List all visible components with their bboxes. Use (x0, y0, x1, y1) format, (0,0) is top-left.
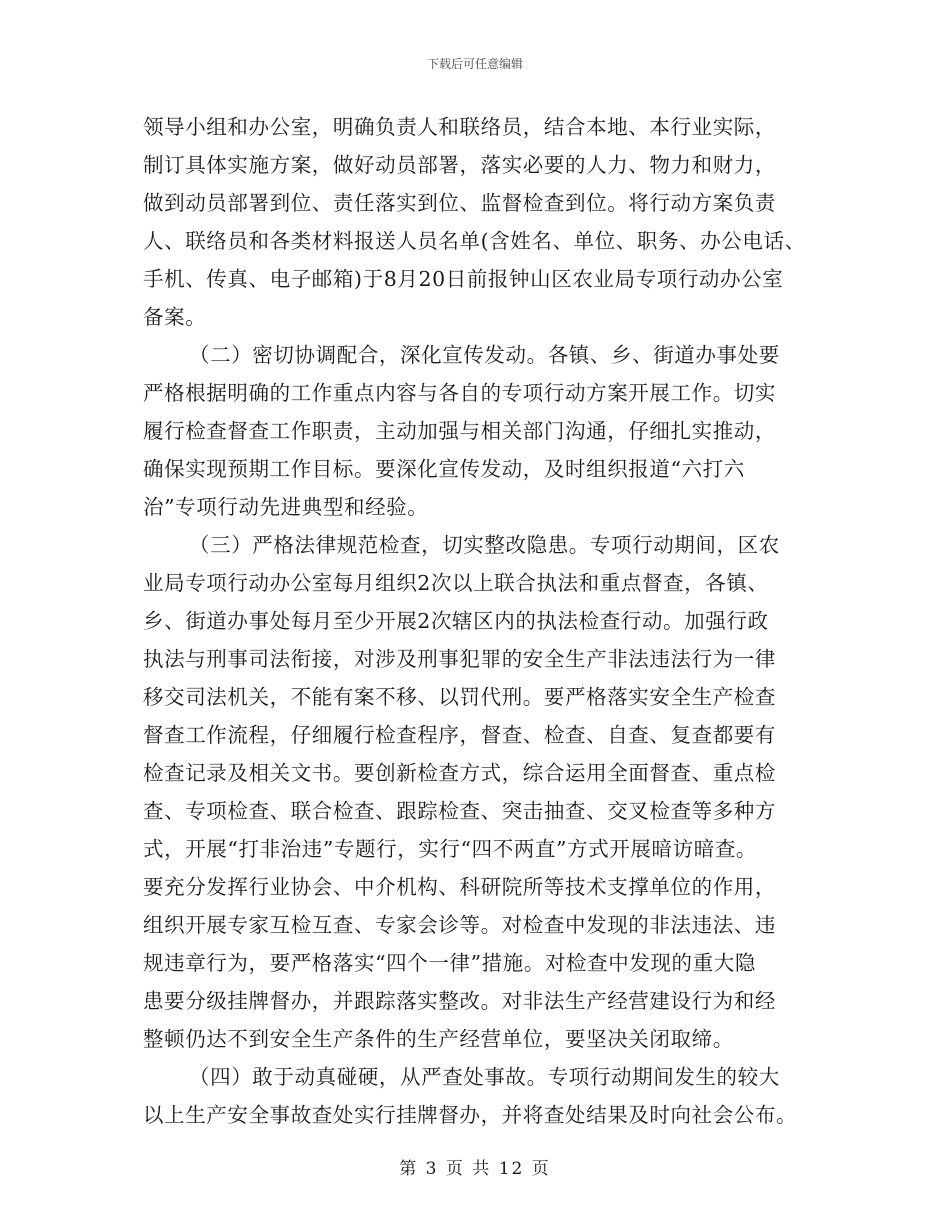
text-line: 严格根据明确的工作重点内容与各自的专项行动方案开展工作。切实 (143, 381, 776, 405)
text-line: 移交司法机关，不能有案不移、以罚代刑。要严格落实安全生产检查 (143, 685, 776, 709)
text-line: 以上生产安全事故查处实行挂牌督办，并将查处结果及时向社会公布。 (143, 1103, 798, 1127)
text-line: 要充分发挥行业协会、中介机构、科研院所等技术支撑单位的作用， (143, 875, 776, 899)
text-line: 确保实现预期工作目标。要深化宣传发动，及时组织报道“六打六 (143, 457, 745, 481)
text-line-indented: （四）敢于动真碰硬，从严查处事故。专项行动期间发生的较大 (189, 1065, 780, 1089)
text-line: 式，开展“打非治违”专题行，实行“四不两直”方式开展暗访暗查。 (143, 837, 758, 861)
text-line: 检查记录及相关文书。要创新检查方式，综合运用全面督查、重点检 (143, 761, 776, 785)
document-body (143, 108, 823, 1134)
text-line: 整顿仍达不到安全生产条件的生产经营单位，要坚决关闭取缔。 (143, 1027, 734, 1051)
text-line: 乡、街道办事处每月至少开展2次辖区内的执法检查行动。加强行政 (143, 609, 769, 633)
text-line: 患要分级挂牌督办，并跟踪落实整改。对非法生产经营建设行为和经 (143, 989, 776, 1013)
text-line: 人、联络员和各类材料报送人员名单(含姓名、单位、职务、办公电话、 (143, 229, 806, 253)
text-line: 治”专项行动先进典型和经验。 (143, 495, 429, 519)
text-line: 规违章行为，要严格落实“四个一律”措施。对检查中发现的重大隐 (143, 951, 756, 975)
text-line: 执法与刑事司法衔接，对涉及刑事犯罪的安全生产非法违法行为一律 (143, 647, 776, 671)
text-line-indented: （三）严格法律规范检查，切实整改隐患。专项行动期间，区农 (189, 533, 780, 557)
text-line: 手机、传真、电子邮箱)于8月20日前报钟山区农业局专项行动办公室 (143, 267, 784, 291)
text-line-indented: （二）密切协调配合，深化宣传发动。各镇、乡、街道办事处要 (189, 343, 780, 367)
text-line: 组织开展专家互检互查、专家会诊等。对检查中发现的非法违法、违 (143, 913, 776, 937)
page-number-footer: 第 3 页 共 12 页 (399, 1159, 551, 1179)
page-header: 下载后可任意编辑 (426, 57, 523, 71)
text-line: 履行检查督查工作职责，主动加强与相关部门沟通，仔细扎实推动， (143, 419, 776, 443)
text-line: 备案。 (143, 305, 207, 329)
text-line: 领导小组和办公室，明确负责人和联络员，结合本地、本行业实际， (143, 115, 776, 139)
text-line: 制订具体实施方案，做好动员部署，落实必要的人力、物力和财力， (143, 153, 776, 177)
text-line: 查、专项检查、联合检查、跟踪检查、突击抽查、交叉检查等多种方 (143, 799, 776, 823)
text-line: 业局专项行动办公室每月组织2次以上联合执法和重点督查，各镇、 (143, 571, 769, 595)
text-line: 督查工作流程，仔细履行检查程序，督查、检查、自查、复查都要有 (143, 723, 776, 747)
text-line: 做到动员部署到位、责任落实到位、监督检查到位。将行动方案负责 (143, 191, 776, 215)
